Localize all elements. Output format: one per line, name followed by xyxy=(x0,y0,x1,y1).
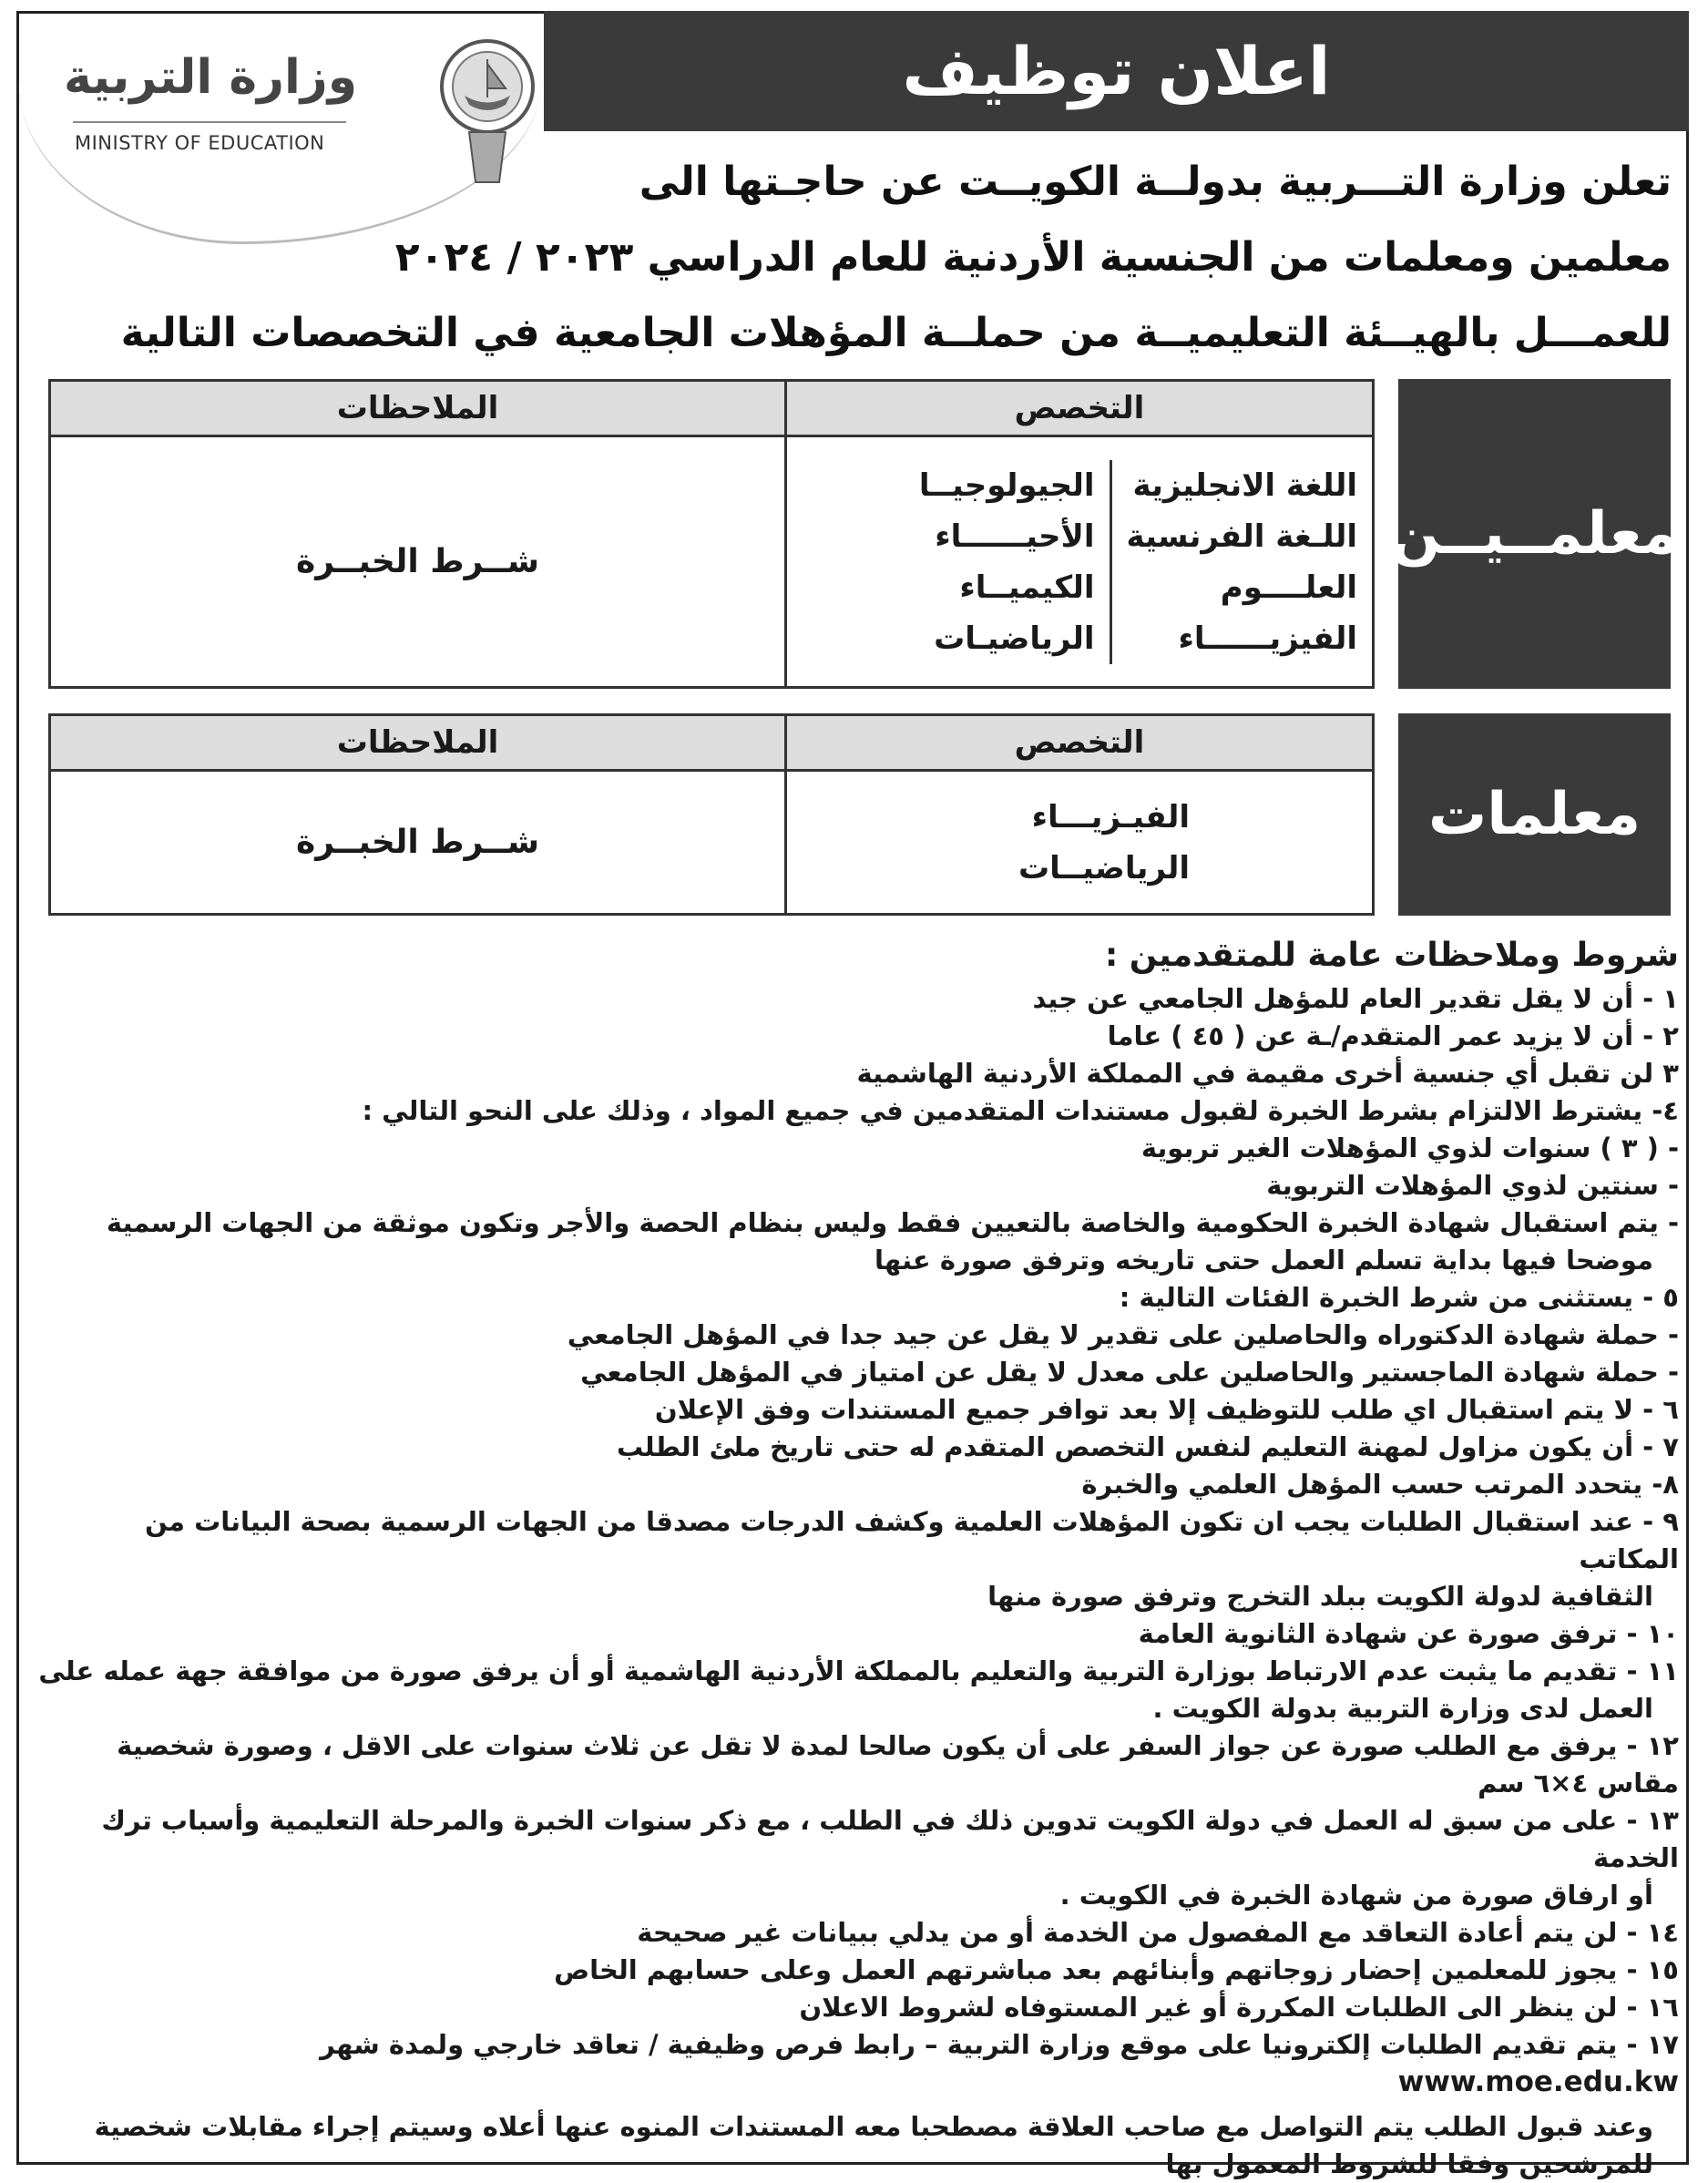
male-teachers-label: معلمــيــن xyxy=(1398,379,1671,689)
condition-item: ٤- يشترط الالتزام بشرط الخبرة لقبول مستندات المتقدمين في جميع المواد ، وذلك على النحو التالي : xyxy=(362,1095,1679,1126)
condition-item: - ( ٣ ) سنوات لذوي المؤهلات الغير تربوية xyxy=(1140,1132,1679,1163)
specialty-item: الفيزيــــــاء xyxy=(1178,620,1357,657)
specialty-item: اللـغة الفرنسية xyxy=(1126,518,1357,555)
specialty-item: العلــــوم xyxy=(1220,569,1357,606)
condition-item-continued: العمل لدى وزارة التربية بدولة الكويت . xyxy=(1152,1693,1653,1724)
specialty-cell xyxy=(786,436,1374,688)
condition-item-continued: أو ارفاق صورة من شهادة الخبرة في الكويت . xyxy=(1059,1880,1653,1911)
condition-item: - يتم استقبال شهادة الخبرة الحكومية والخاصة بالتعيين فقط وليس بنظام الحصة والأجر وتكون موثقة من الجهات الرسمية xyxy=(106,1207,1679,1238)
closing-line-2: للمرشحين وفقا للشروط المعمول بها xyxy=(1165,2148,1653,2179)
condition-item: ١٠ - ترفق صورة عن شهادة الثانوية العامة xyxy=(1138,1618,1679,1649)
condition-item: ٣ لن تقبل أي جنسية أخرى مقيمة في المملكة الأردنية الهاشمية xyxy=(856,1058,1679,1089)
col-notes: الملاحظات xyxy=(50,715,786,771)
condition-17-text: ١٧ - يتم تقديم الطلبات إلكترونيا على موقع وزارة التربية – رابط فرص وظيفية / تعاقد خارجي ولمدة شهر xyxy=(320,2029,1679,2060)
condition-item: - حملة شهادة الدكتوراه والحاصلين على تقدير لا يقل عن جيد جدا في المؤهل الجامعي xyxy=(567,1319,1679,1350)
specialty-item: الفيـزيـــاء xyxy=(1031,798,1190,835)
logo-english-text: MINISTRY OF EDUCATION xyxy=(75,132,325,154)
condition-item: ٢ - أن لا يزيد عمر المتقدم/ـة عن ( ٤٥ ) عاما xyxy=(1107,1020,1679,1051)
specialty-item: الكيميــاء xyxy=(959,569,1095,606)
announcement-title-bar xyxy=(544,11,1689,131)
headline xyxy=(27,144,1672,371)
condition-item: - سنتين لذوي المؤهلات التربوية xyxy=(1266,1170,1679,1201)
specialty-list-b xyxy=(905,460,1110,664)
condition-item: - حملة شهادة الماجستير والحاصلين على معدل لا يقل عن امتياز في المؤهل الجامعي xyxy=(580,1357,1679,1388)
specialty-list-a xyxy=(1110,460,1372,664)
condition-item: ٦ - لا يتم استقبال اي طلب للتوظيف إلا بعد توافر جميع المستندات وفق الإعلان xyxy=(654,1394,1679,1425)
specialty-item: الرياضيـات xyxy=(934,620,1095,657)
col-specialty: التخصص xyxy=(786,715,1374,771)
col-notes: الملاحظات xyxy=(50,381,786,436)
closing-line-1: وعند قبول الطلب يتم التواصل مع صاحب العلاقة مصطحبا معه المستندات المنوه عنها أعلاه وسيتم إجراء مقابلات شخصية xyxy=(94,2111,1653,2142)
specialty-cell xyxy=(786,771,1374,915)
notes-cell: شــرط الخبــرة xyxy=(50,771,786,915)
specialty-item: الجيولوجيــا xyxy=(918,466,1095,504)
announcement-title: اعلان توظيف xyxy=(902,33,1331,109)
headline-line-3: للعمـــل بالهيــئة التعليميــة من حملــة المؤهلات الجامعية في التخصصات التالية xyxy=(120,310,1672,356)
condition-item-17 xyxy=(36,2026,1679,2101)
condition-item: ١٦ - لن ينظر الى الطلبات المكررة أو غير المستوفاه لشروط الاعلان xyxy=(799,1992,1679,2023)
condition-item: ١٥ - يجوز للمعلمين إحضار زوجاتهم وأبنائهم بعد مباشرتهم العمل وعلى حسابهم الخاص xyxy=(554,1954,1679,1985)
col-specialty: التخصص xyxy=(786,381,1374,436)
conditions-heading: شروط وملاحظات عامة للمتقدمين : xyxy=(1104,937,1679,974)
condition-item: ١٣ - على من سبق له العمل في دولة الكويت تدوين ذلك في الطلب ، مع ذكر سنوات الخبرة والمرحلة التعليمية وأسباب ترك الخدمة xyxy=(101,1805,1679,1873)
condition-item: ١٢ - يرفق مع الطلب صورة عن جواز السفر على أن يكون صالحا لمدة لا تقل عن ثلاث سنوات على الاقل ، وصورة شخصية مقاس ٤×٦ سم xyxy=(117,1730,1679,1799)
condition-item: ٥ - يستثنى من شرط الخبرة الفئات التالية : xyxy=(1119,1282,1679,1313)
logo-divider xyxy=(73,121,346,123)
specialty-item: اللغة الانجليزية xyxy=(1132,466,1357,504)
condition-item: ٩ - عند استقبال الطلبات يجب ان تكون المؤهلات العلمية وكشف الدرجات مصدقا من الجهات الرسمية بصحة البيانات من المكاتب xyxy=(144,1506,1679,1574)
notes-cell: شــرط الخبــرة xyxy=(50,436,786,688)
male-teachers-table xyxy=(48,379,1375,689)
website-link[interactable]: www.moe.edu.kw xyxy=(1397,2065,1679,2098)
condition-item: ٨- يتحدد المرتب حسب المؤهل العلمي والخبرة xyxy=(1081,1469,1679,1500)
female-teachers-table xyxy=(48,713,1375,916)
condition-item-continued: الثقافية لدولة الكويت ببلد التخرج وترفق صورة منها xyxy=(987,1581,1653,1612)
headline-line-1: تعلن وزارة التـــربية بدولــة الكويــت عن حاجـتها الى xyxy=(639,159,1672,205)
condition-item-continued: موضحا فيها بداية تسلم العمل حتى تاريخه وترفق صورة عنها xyxy=(874,1245,1653,1276)
specialty-list xyxy=(1004,792,1372,894)
condition-item: ١١ - تقديم ما يثبت عدم الارتباط بوزارة التربية والتعليم بالمملكة الأردنية الهاشمية أو أن يرفق صورة من موافقة جهة عمله على xyxy=(38,1655,1679,1686)
logo-arabic-text: وزارة التربية xyxy=(64,50,358,105)
female-teachers-label: معلمات xyxy=(1398,713,1671,916)
condition-item: ٧ - أن يكون مزاول لمهنة التعليم لنفس التخصص المتقدم له حتى تاريخ ملئ الطلب xyxy=(616,1431,1679,1462)
condition-item: ١٤ - لن يتم أعادة التعاقد مع المفصول من الخدمة أو من يدلي ببيانات غير صحيحة xyxy=(637,1917,1679,1948)
headline-line-2: معلمين ومعلمات من الجنسية الأردنية للعام الدراسي ٢٠٢٣ / ٢٠٢٤ xyxy=(394,234,1672,281)
condition-item: ١ - أن لا يقل تقدير العام للمؤهل الجامعي عن جيد xyxy=(1032,983,1679,1014)
conditions-section xyxy=(36,931,1679,2183)
specialty-item: الأحيــــــاء xyxy=(935,518,1095,555)
specialty-item: الرياضيــات xyxy=(1018,849,1190,887)
